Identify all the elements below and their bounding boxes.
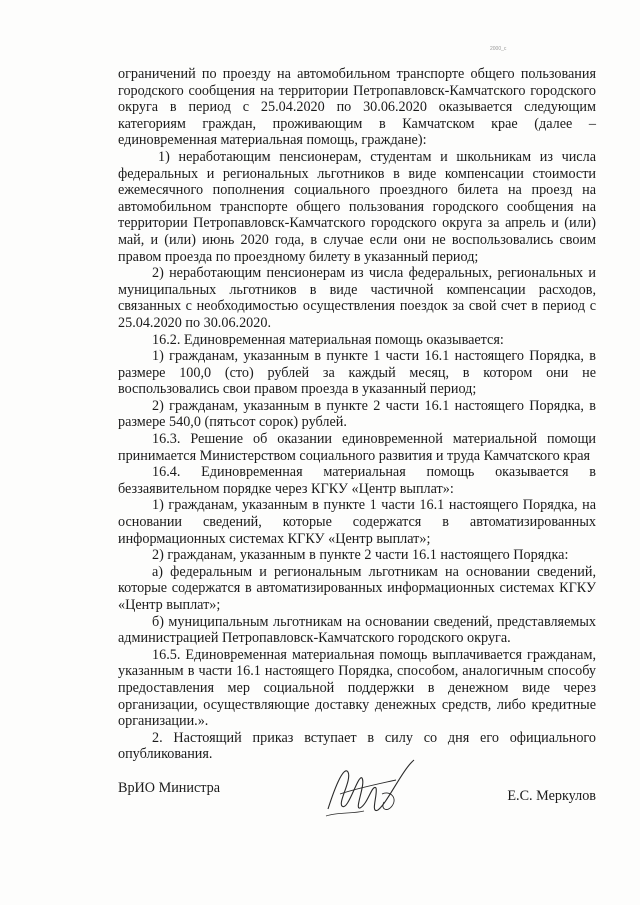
handwritten-signature: [318, 754, 428, 824]
paragraph-16-4-item-2: 2) гражданам, указанным в пункте 2 части 16.1 настоящего Порядка:: [152, 547, 569, 564]
paragraph-16-2: 16.2. Единовременная материальная помощь оказывается:: [152, 331, 504, 348]
header-mark: 2000_с: [490, 46, 507, 52]
paragraph-16-4-item-1: 1) гражданам, указанным в пункте 1 части 16.1 настоящего Порядка, на основании сведений, которые содержатся в автоматизированных информационных системах КГКУ «Центр выплат»;: [118, 497, 596, 547]
paragraph-16-4-item-a: а) федеральным и региональным льготникам на основании сведений, которые содержатся в автоматизированных информационных системах КГКУ «Центр выплат»;: [118, 563, 596, 613]
signatory-position: ВрИО Министра: [118, 780, 221, 796]
paragraph-intro: ограничений по проезду на автомобильном транспорте общего пользования городского сообщения на территории Петропавловск-Камчатского городского округа в период с 25.04.2020 по 30.06.2020 оказывается следующим категориям граждан, проживающим в Камчатском крае (далее – единовременная материальная помощь, граждане):: [118, 66, 596, 149]
paragraph-2: 2. Настоящий приказ вступает в силу со дня его официального опубликования.: [118, 729, 596, 763]
paragraph-16-2-item-1: 1) гражданам, указанным в пункте 1 части 16.1 настоящего Порядка, в размере 100,0 (сто) рублей за каждый месяц, в котором они не воспользовались свои правом проезда в указанный период;: [118, 348, 596, 398]
paragraph-item-2: 2) неработающим пенсионерам из числа федеральных, региональных и муниципальных льготников в виде частичной компенсации расходов, связанных с необходимостью осуществления поездок за свой счет в период с 25.04.2020 по 30.06.2020.: [118, 265, 596, 331]
paragraph-16-3: 16.3. Решение об оказании единовременной материальной помощи принимается Министерством социального развития и труда Камчатского края: [118, 431, 596, 464]
signatory-name: Е.С. Меркулов: [507, 788, 596, 804]
paragraph-16-4-item-b: б) муниципальным льготникам на основании сведений, представляемых администрацией Петропавловск-Камчатского городского округа.: [118, 613, 596, 647]
document-body: [118, 66, 596, 763]
signature-block: [118, 768, 596, 838]
paragraph-16-4: 16.4. Единовременная материальная помощь оказывается в беззаявительном порядке через КГКУ «Центр выплат»:: [118, 464, 596, 497]
paragraph-16-2-item-2: 2) гражданам, указанным в пункте 2 части 16.1 настоящего Порядка, в размере 540,0 (пятьсот сорок) рублей.: [118, 397, 596, 431]
paragraph-item-1: 1) неработающим пенсионерам, студентам и школьникам из числа федеральных и региональных льготников в виде компенсации стоимости ежемесячного пополнения социального проездного билета на проезд на автомобильном транспорте общего пользования городского сообщения на территории Петропавловск-Камчатского городского округа за апрель и (или) май, и (или) июнь 2020 года, в случае если они не воспользовались своим правом проезда по проездному билету в указанный период;: [118, 148, 596, 265]
paragraph-16-5: 16.5. Единовременная материальная помощь выплачивается гражданам, указанным в части 16.1 настоящего Порядка, способом, аналогичным способу предоставления мер социальной поддержки в денежном виде через организации, осуществляющие доставку денежных средств, либо кредитные организации.».: [118, 646, 596, 730]
